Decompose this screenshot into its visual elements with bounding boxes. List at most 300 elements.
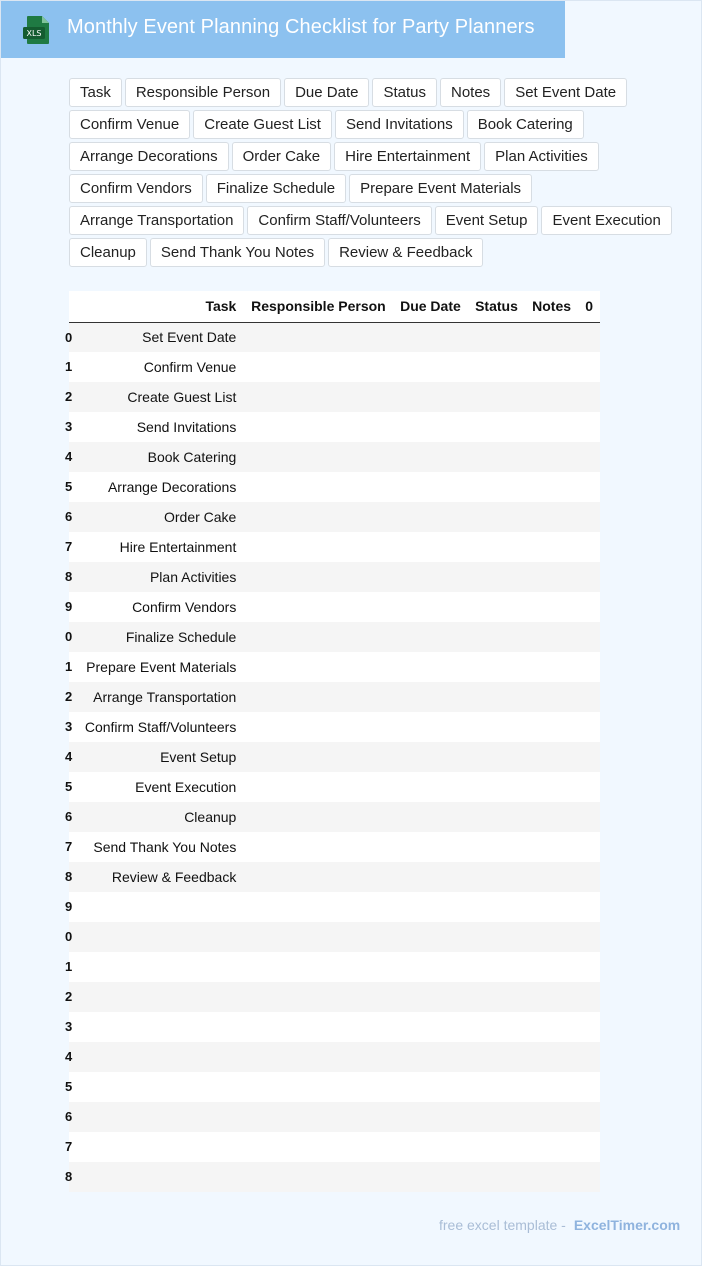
empty-cell	[243, 412, 392, 442]
empty-cell	[243, 1012, 392, 1042]
empty-cell	[468, 892, 525, 922]
empty-cell	[243, 382, 392, 412]
row-index-cell	[65, 982, 77, 1012]
empty-cell	[243, 1102, 392, 1132]
empty-cell	[578, 1042, 600, 1072]
empty-cell	[468, 922, 525, 952]
empty-cell	[468, 352, 525, 382]
table-row	[69, 1102, 600, 1132]
empty-cell	[578, 982, 600, 1012]
checklist-table-wrap	[65, 291, 600, 1192]
row-index-cell	[65, 652, 77, 682]
row-index-cell	[65, 862, 77, 892]
xls-file-icon	[22, 15, 52, 45]
column-chip[interactable]: Finalize Schedule	[206, 174, 346, 203]
empty-cell	[468, 532, 525, 562]
empty-cell	[525, 862, 578, 892]
column-chip-list	[69, 78, 679, 267]
row-index: 2	[65, 389, 73, 404]
row-index: 5	[65, 479, 73, 494]
empty-cell	[393, 412, 468, 442]
row-index-cell	[65, 922, 77, 952]
row-index: 5	[65, 779, 73, 794]
empty-cell	[393, 652, 468, 682]
empty-cell	[243, 862, 392, 892]
empty-cell	[468, 1072, 525, 1102]
empty-cell	[393, 1012, 468, 1042]
row-index: 2	[65, 689, 73, 704]
empty-cell	[393, 502, 468, 532]
table-row	[69, 352, 600, 382]
empty-cell	[393, 982, 468, 1012]
empty-cell	[525, 382, 578, 412]
row-index-cell	[65, 1072, 77, 1102]
table-row	[69, 1132, 600, 1162]
empty-cell	[468, 412, 525, 442]
row-index: 0	[65, 329, 73, 345]
empty-cell	[243, 742, 392, 772]
empty-cell	[525, 622, 578, 652]
empty-cell	[578, 502, 600, 532]
empty-cell	[393, 442, 468, 472]
row-index: 4	[65, 1049, 73, 1064]
empty-cell	[393, 562, 468, 592]
row-index-cell	[65, 382, 77, 412]
empty-cell	[578, 682, 600, 712]
empty-cell	[468, 652, 525, 682]
column-header: Responsible Person	[243, 291, 392, 322]
empty-cell	[578, 622, 600, 652]
empty-cell	[525, 592, 578, 622]
empty-cell	[525, 742, 578, 772]
empty-cell	[525, 472, 578, 502]
empty-cell	[468, 322, 525, 352]
footer-brand-link[interactable]: ExcelTimer.com	[573, 1217, 681, 1233]
row-index-cell	[65, 472, 77, 502]
column-header: Notes	[525, 291, 578, 322]
task-cell	[77, 1102, 243, 1132]
empty-cell	[243, 772, 392, 802]
empty-cell	[393, 802, 468, 832]
column-chip[interactable]: Prepare Event Materials	[349, 174, 532, 203]
row-index: 7	[65, 839, 73, 854]
empty-cell	[578, 802, 600, 832]
column-chip[interactable]: Event Setup	[435, 206, 539, 235]
empty-cell	[525, 712, 578, 742]
row-index: 1	[65, 959, 73, 974]
empty-cell	[525, 442, 578, 472]
table-row	[69, 772, 600, 802]
row-index: 0	[65, 929, 73, 944]
task-cell: Book Catering	[77, 442, 243, 472]
empty-cell	[393, 622, 468, 652]
table-row	[69, 1072, 600, 1102]
task-cell	[77, 1132, 243, 1162]
empty-cell	[468, 442, 525, 472]
column-chip[interactable]: Due Date	[284, 78, 369, 107]
empty-cell	[468, 562, 525, 592]
row-index-cell	[65, 532, 77, 562]
row-index: 8	[65, 869, 73, 884]
empty-cell	[578, 1012, 600, 1042]
column-chip[interactable]: Task	[69, 78, 122, 107]
empty-cell	[468, 622, 525, 652]
empty-cell	[243, 562, 392, 592]
empty-cell	[393, 472, 468, 502]
empty-cell	[393, 322, 468, 352]
empty-cell	[243, 652, 392, 682]
column-chip[interactable]: Event Execution	[541, 206, 671, 235]
empty-cell	[578, 442, 600, 472]
table-row	[69, 832, 600, 862]
column-chip[interactable]: Notes	[440, 78, 501, 107]
empty-cell	[525, 1162, 578, 1192]
footer-text: free excel template -	[439, 1217, 566, 1233]
table-row	[69, 532, 600, 562]
empty-cell	[243, 502, 392, 532]
empty-cell	[393, 1102, 468, 1132]
empty-cell	[525, 532, 578, 562]
row-index-cell	[65, 1162, 77, 1192]
xls-icon-label: XLS	[26, 29, 42, 38]
empty-cell	[525, 952, 578, 982]
empty-cell	[243, 1042, 392, 1072]
empty-cell	[578, 412, 600, 442]
row-index: 3	[65, 1019, 73, 1034]
empty-cell	[468, 832, 525, 862]
table-row	[69, 922, 600, 952]
column-header: 0	[578, 291, 600, 322]
column-chip[interactable]: Create Guest List	[193, 110, 332, 139]
empty-cell	[525, 352, 578, 382]
empty-cell	[578, 1102, 600, 1132]
empty-cell	[393, 862, 468, 892]
empty-cell	[468, 802, 525, 832]
empty-cell	[578, 862, 600, 892]
row-index-cell	[65, 742, 77, 772]
table-row	[69, 892, 600, 922]
table-row	[69, 1162, 600, 1192]
empty-cell	[578, 1132, 600, 1162]
row-index-cell	[65, 412, 77, 442]
row-index-cell	[65, 352, 77, 382]
task-cell: Finalize Schedule	[77, 622, 243, 652]
column-header: Status	[468, 291, 525, 322]
empty-cell	[525, 502, 578, 532]
empty-cell	[243, 892, 392, 922]
task-cell: Create Guest List	[77, 382, 243, 412]
empty-cell	[525, 1042, 578, 1072]
empty-cell	[468, 742, 525, 772]
empty-cell	[468, 1012, 525, 1042]
empty-cell	[525, 322, 578, 352]
empty-cell	[468, 1102, 525, 1132]
empty-cell	[243, 442, 392, 472]
column-chip[interactable]: Responsible Person	[125, 78, 281, 107]
row-index-cell	[65, 592, 77, 622]
table-row	[69, 562, 600, 592]
empty-cell	[468, 592, 525, 622]
empty-cell	[468, 1042, 525, 1072]
empty-cell	[243, 1072, 392, 1102]
empty-cell	[525, 1072, 578, 1102]
empty-cell	[525, 772, 578, 802]
task-cell: Prepare Event Materials	[77, 652, 243, 682]
column-header: Due Date	[393, 291, 468, 322]
empty-cell	[393, 1132, 468, 1162]
empty-cell	[525, 832, 578, 862]
title-bar	[1, 1, 565, 58]
empty-cell	[578, 892, 600, 922]
empty-cell	[525, 922, 578, 952]
empty-cell	[578, 1162, 600, 1192]
empty-cell	[468, 1132, 525, 1162]
checklist-table	[65, 291, 600, 1192]
table-row	[69, 682, 600, 712]
empty-cell	[468, 982, 525, 1012]
empty-cell	[525, 802, 578, 832]
footer	[439, 1217, 680, 1233]
table-row	[69, 652, 600, 682]
empty-cell	[578, 742, 600, 772]
row-index-cell	[65, 682, 77, 712]
column-chip[interactable]: Set Event Date	[504, 78, 627, 107]
task-cell: Arrange Decorations	[77, 472, 243, 502]
empty-cell	[243, 682, 392, 712]
task-cell: Send Thank You Notes	[77, 832, 243, 862]
empty-cell	[525, 1132, 578, 1162]
task-cell: Confirm Venue	[77, 352, 243, 382]
empty-cell	[525, 562, 578, 592]
empty-cell	[393, 832, 468, 862]
task-cell: Confirm Staff/Volunteers	[77, 712, 243, 742]
empty-cell	[578, 352, 600, 382]
empty-cell	[468, 712, 525, 742]
task-cell: Send Invitations	[77, 412, 243, 442]
page-title: Monthly Event Planning Checklist for Party Planners	[67, 16, 535, 38]
row-index-cell	[65, 1012, 77, 1042]
table-row	[69, 322, 600, 352]
task-cell	[77, 1162, 243, 1192]
empty-cell	[578, 472, 600, 502]
empty-cell	[468, 952, 525, 982]
empty-cell	[393, 682, 468, 712]
row-index: 7	[65, 1139, 73, 1154]
row-index: 1	[65, 359, 73, 374]
empty-cell	[525, 982, 578, 1012]
row-index: 7	[65, 539, 73, 554]
column-chip[interactable]: Book Catering	[467, 110, 584, 139]
row-index: 2	[65, 989, 73, 1004]
task-cell	[77, 982, 243, 1012]
table-header-row	[69, 291, 600, 322]
empty-cell	[525, 892, 578, 922]
table-row	[69, 982, 600, 1012]
row-index: 8	[65, 569, 73, 584]
empty-cell	[578, 382, 600, 412]
empty-cell	[243, 1132, 392, 1162]
empty-cell	[578, 562, 600, 592]
table-row	[69, 742, 600, 772]
task-cell: Event Setup	[77, 742, 243, 772]
row-index-cell	[65, 802, 77, 832]
empty-cell	[243, 832, 392, 862]
empty-cell	[578, 532, 600, 562]
task-cell: Order Cake	[77, 502, 243, 532]
row-index-cell	[65, 562, 77, 592]
task-cell	[77, 892, 243, 922]
row-index: 9	[65, 899, 73, 914]
empty-cell	[525, 682, 578, 712]
row-index: 3	[65, 419, 73, 434]
empty-cell	[578, 712, 600, 742]
empty-cell	[393, 712, 468, 742]
empty-cell	[393, 382, 468, 412]
empty-cell	[243, 592, 392, 622]
task-cell	[77, 1012, 243, 1042]
task-cell	[77, 922, 243, 952]
empty-cell	[243, 982, 392, 1012]
empty-cell	[468, 682, 525, 712]
empty-cell	[243, 1162, 392, 1192]
task-cell: Cleanup	[77, 802, 243, 832]
row-index: 9	[65, 599, 73, 614]
empty-cell	[468, 772, 525, 802]
table-row	[69, 442, 600, 472]
empty-cell	[468, 862, 525, 892]
empty-cell	[393, 1162, 468, 1192]
table-row	[69, 592, 600, 622]
empty-cell	[393, 1072, 468, 1102]
row-index: 6	[65, 1109, 73, 1124]
table-row	[69, 952, 600, 982]
row-index: 4	[65, 749, 73, 764]
table-row	[69, 622, 600, 652]
task-cell: Review & Feedback	[77, 862, 243, 892]
column-chip[interactable]: Arrange Transportation	[69, 206, 244, 235]
row-index: 5	[65, 1079, 73, 1094]
column-chip[interactable]: Confirm Vendors	[69, 174, 203, 203]
empty-cell	[243, 802, 392, 832]
table-row	[69, 382, 600, 412]
row-index: 0	[65, 629, 73, 644]
column-chip[interactable]: Status	[372, 78, 437, 107]
column-chip[interactable]: Send Thank You Notes	[150, 238, 325, 267]
empty-cell	[578, 772, 600, 802]
task-cell: Hire Entertainment	[77, 532, 243, 562]
table-row	[69, 472, 600, 502]
empty-cell	[525, 412, 578, 442]
column-chip[interactable]: Send Invitations	[335, 110, 464, 139]
table-row	[69, 802, 600, 832]
table-row	[69, 1042, 600, 1072]
empty-cell	[393, 532, 468, 562]
task-cell: Event Execution	[77, 772, 243, 802]
empty-cell	[468, 472, 525, 502]
empty-cell	[393, 352, 468, 382]
empty-cell	[243, 922, 392, 952]
index-header	[69, 291, 77, 322]
row-index: 1	[65, 659, 73, 674]
row-index-cell	[65, 1102, 77, 1132]
row-index: 4	[65, 449, 73, 464]
row-index: 6	[65, 509, 73, 524]
column-chip[interactable]: Confirm Staff/Volunteers	[247, 206, 431, 235]
empty-cell	[525, 1012, 578, 1042]
empty-cell	[243, 952, 392, 982]
empty-cell	[393, 892, 468, 922]
empty-cell	[243, 532, 392, 562]
row-index: 3	[65, 719, 73, 734]
empty-cell	[393, 1042, 468, 1072]
row-index-cell	[65, 1042, 77, 1072]
empty-cell	[525, 1102, 578, 1132]
table-body	[65, 322, 600, 1192]
row-index-cell	[65, 772, 77, 802]
table-row	[69, 712, 600, 742]
empty-cell	[578, 952, 600, 982]
table-row	[69, 502, 600, 532]
row-index-cell	[65, 622, 77, 652]
row-index-cell	[65, 1132, 77, 1162]
table-row	[69, 412, 600, 442]
column-chip[interactable]: Arrange Decorations	[69, 142, 229, 171]
empty-cell	[525, 652, 578, 682]
empty-cell	[578, 652, 600, 682]
column-chip[interactable]: Plan Activities	[484, 142, 599, 171]
empty-cell	[393, 742, 468, 772]
row-index-cell	[65, 892, 77, 922]
row-index-cell	[65, 502, 77, 532]
empty-cell	[578, 592, 600, 622]
task-cell	[77, 1042, 243, 1072]
column-chip[interactable]: Order Cake	[232, 142, 332, 171]
empty-cell	[578, 922, 600, 952]
empty-cell	[468, 502, 525, 532]
empty-cell	[243, 322, 392, 352]
empty-cell	[243, 712, 392, 742]
table-row	[69, 1012, 600, 1042]
row-index-cell	[65, 712, 77, 742]
column-chip[interactable]: Review & Feedback	[328, 238, 483, 267]
task-cell: Confirm Vendors	[77, 592, 243, 622]
empty-cell	[468, 382, 525, 412]
empty-cell	[578, 832, 600, 862]
row-index-cell	[65, 832, 77, 862]
row-index-cell	[65, 322, 77, 352]
empty-cell	[578, 322, 600, 352]
row-index-cell	[65, 442, 77, 472]
empty-cell	[243, 622, 392, 652]
task-cell: Set Event Date	[77, 322, 243, 352]
column-chip[interactable]: Confirm Venue	[69, 110, 190, 139]
empty-cell	[393, 922, 468, 952]
row-index: 8	[65, 1169, 73, 1184]
column-chip[interactable]: Hire Entertainment	[334, 142, 481, 171]
empty-cell	[468, 1162, 525, 1192]
column-header: Task	[77, 291, 243, 322]
empty-cell	[243, 352, 392, 382]
empty-cell	[393, 772, 468, 802]
task-cell	[77, 952, 243, 982]
empty-cell	[578, 1072, 600, 1102]
task-cell: Plan Activities	[77, 562, 243, 592]
row-index: 6	[65, 809, 73, 824]
table-row	[69, 862, 600, 892]
task-cell	[77, 1072, 243, 1102]
column-chip[interactable]: Cleanup	[69, 238, 147, 267]
empty-cell	[393, 592, 468, 622]
